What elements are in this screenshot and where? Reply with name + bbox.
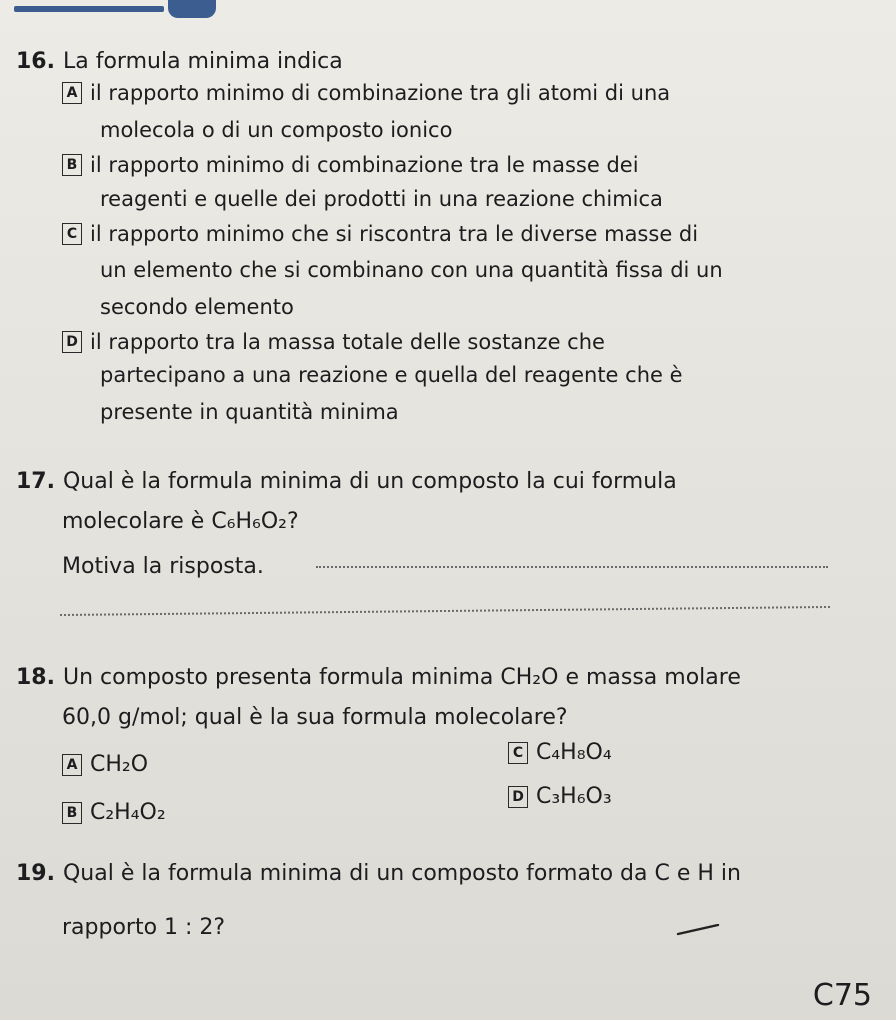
- answer-line[interactable]: [316, 566, 828, 568]
- header-tab: [168, 0, 216, 18]
- option-text-cont: un elemento che si combinano con una quantità fissa di un: [100, 258, 723, 282]
- option-16-b[interactable]: [62, 148, 639, 182]
- question-number: 17.: [16, 469, 55, 494]
- option-18-b[interactable]: [62, 796, 166, 830]
- question-18-line2: 60,0 g/mol; qual è la sua formula molecolare?: [62, 705, 568, 730]
- question-number: 16.: [16, 49, 55, 74]
- question-17: [16, 464, 677, 499]
- option-16-a[interactable]: [62, 76, 670, 110]
- option-letter-box: B: [62, 802, 82, 824]
- option-16-c[interactable]: [62, 217, 698, 251]
- option-formula: CH₂O: [90, 752, 149, 777]
- option-formula: C₄H₈O₄: [536, 740, 612, 765]
- pen-mark-icon: [676, 924, 720, 936]
- question-19-line2: rapporto 1 : 2?: [62, 915, 226, 940]
- page-number: C75: [812, 978, 872, 1013]
- option-letter-box: C: [62, 223, 82, 245]
- question-number: 19.: [16, 861, 55, 886]
- question-stem: Qual è la formula minima di un composto formato da C e H in: [62, 861, 741, 886]
- option-18-d[interactable]: [508, 780, 612, 814]
- text: Un composto presenta formula minima: [62, 665, 501, 690]
- option-text-cont: reagenti e quelle dei prodotti in una reazione chimica: [100, 187, 663, 211]
- question-16: [16, 44, 343, 79]
- question-18: [16, 660, 741, 695]
- option-18-a[interactable]: [62, 748, 148, 782]
- text: molecolare è: [62, 509, 212, 534]
- option-text-cont: secondo elemento: [100, 295, 294, 319]
- option-text-cont: molecola o di un composto ionico: [100, 118, 453, 142]
- option-16-d[interactable]: [62, 325, 605, 359]
- option-letter-box: C: [508, 742, 528, 764]
- option-letter-box: A: [62, 82, 82, 104]
- option-18-c[interactable]: [508, 736, 612, 770]
- option-text: il rapporto minimo di combinazione tra le masse dei: [90, 153, 639, 177]
- question-stem: Qual è la formula minima di un composto la cui formula: [62, 469, 677, 494]
- question-number: 18.: [16, 665, 55, 690]
- header-bar: [14, 6, 164, 12]
- formula: CH₂O: [500, 665, 559, 690]
- option-letter-box: D: [508, 786, 528, 808]
- question-17-line3: Motiva la risposta.: [62, 554, 264, 579]
- option-letter-box: A: [62, 754, 82, 776]
- option-letter-box: B: [62, 154, 82, 176]
- option-formula: C₃H₆O₃: [536, 784, 612, 809]
- text: ?: [287, 509, 299, 534]
- option-letter-box: D: [62, 331, 82, 353]
- question-19: [16, 856, 741, 891]
- text: e massa molare: [558, 665, 741, 690]
- answer-line[interactable]: [60, 606, 830, 616]
- question-stem: La formula minima indica: [62, 49, 343, 74]
- option-formula: C₂H₄O₂: [90, 800, 166, 825]
- option-text-cont: presente in quantità minima: [100, 400, 399, 424]
- option-text: il rapporto minimo di combinazione tra gli atomi di una: [90, 81, 671, 105]
- question-17-line2: [62, 504, 299, 539]
- option-text: il rapporto minimo che si riscontra tra le diverse masse di: [90, 222, 699, 246]
- option-text: il rapporto tra la massa totale delle sostanze che: [90, 330, 605, 354]
- formula: C₆H₆O₂: [211, 509, 287, 534]
- option-text-cont: partecipano a una reazione e quella del reagente che è: [100, 363, 683, 387]
